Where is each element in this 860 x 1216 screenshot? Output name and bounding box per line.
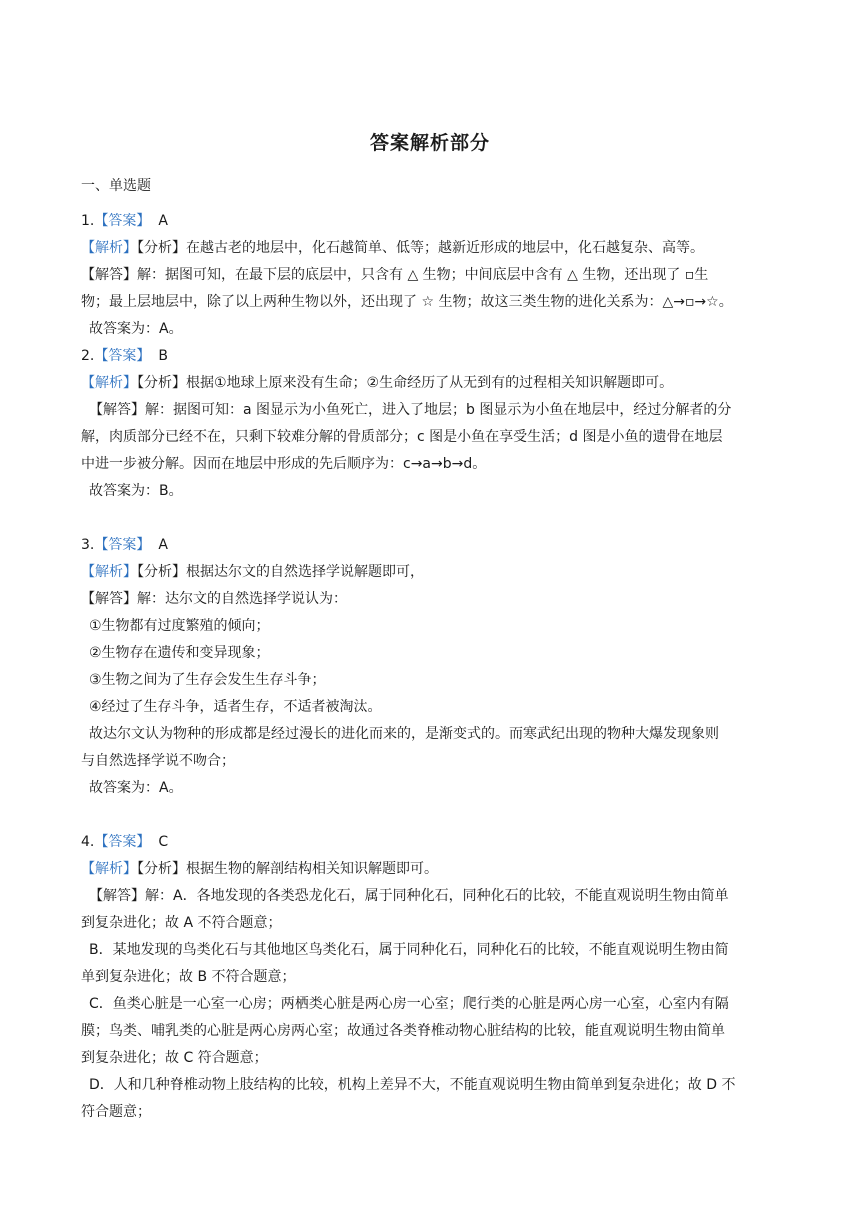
answer-tag: 【答案】 (94, 834, 151, 850)
analysis-tag: 【解析】 (81, 564, 137, 580)
q3-point-3: ③生物之间为了生存会发生生存斗争； (89, 672, 326, 688)
q3-point-2: ②生物存在遗传和变异现象； (89, 645, 270, 661)
q3-analysis-text: 【分析】根据达尔文的自然选择学说解题即可， (137, 564, 424, 580)
q3-conclusion: 故答案为：A。 (89, 780, 183, 796)
page-title: 答案解析部分 (369, 132, 490, 154)
q3-point-1: ①生物都有过度繁殖的倾向； (89, 618, 270, 634)
q1-answer-line (81, 211, 168, 231)
q2-conclusion: 故答案为：B。 (89, 483, 183, 499)
q4-option-c-line-3: 到复杂进化；故 C 符合题意； (81, 1050, 268, 1066)
q1-solution-line-2: 物；最上层地层中，除了以上两种生物以外，还出现了 ☆ 生物；故这三类生物的进化关系为：△→▫→☆。 (81, 294, 733, 310)
q4-option-a-line-2: 到复杂进化；故 A 不符合题意； (81, 915, 282, 931)
analysis-tag: 【解析】 (81, 861, 137, 877)
q4-option-d-line-1: D．人和几种脊椎动物上肢结构的比较，机构上差异不大，不能直观说明生物由简单到复杂进化；故 D 不 (89, 1077, 736, 1093)
q4-option-b-line-1: B．某地发现的鸟类化石与其他地区鸟类化石，属于同种化石，同种化石的比较，不能直观说明生物由简 (89, 942, 729, 958)
q3-analysis-line (81, 562, 424, 582)
q3-number: 3. (81, 537, 95, 553)
q1-answer: A (158, 213, 168, 229)
q4-answer-line (81, 832, 168, 852)
q3-summary-line-1: 故达尔文认为物种的形成都是经过漫长的进化而来的，是渐变式的。而寒武纪出现的物种大爆发现象则 (89, 726, 719, 742)
q4-answer: C (158, 834, 169, 850)
q4-option-b-line-2: 单到复杂进化；故 B 不符合题意； (81, 969, 296, 985)
q2-analysis-text: 【分析】根据①地球上原来没有生命；②生命经历了从无到有的过程相关知识解题即可。 (137, 375, 674, 391)
q1-analysis-line (81, 238, 704, 258)
q4-option-c-line-1: C．鱼类心脏是一心室一心房；两栖类心脏是两心房一心室；爬行类的心脏是两心房一心室，心室内有隔 (89, 996, 729, 1012)
q1-conclusion: 故答案为：A。 (89, 321, 183, 337)
q4-option-c-line-2: 膜；鸟类、哺乳类的心脏是两心房两心室；故通过各类脊椎动物心脏结构的比较，能直观说明生物由简单 (81, 1023, 725, 1039)
section-heading: 一、单选题 (81, 178, 151, 194)
q3-answer: A (158, 537, 168, 553)
answer-tag: 【答案】 (94, 537, 151, 553)
q2-number: 2. (81, 348, 95, 364)
q2-solution-line-2: 解，肉质部分已经不在，只剩下较难分解的骨质部分；c 图是小鱼在享受生活；d 图是小鱼的遗骨在地层 (81, 429, 723, 445)
q4-option-a-line-1: 【解答】解：A．各地发现的各类恐龙化石，属于同种化石，同种化石的比较，不能直观说明生物由简单 (89, 888, 729, 904)
q4-analysis-line (81, 859, 438, 879)
q4-analysis-text: 【分析】根据生物的解剖结构相关知识解题即可。 (137, 861, 438, 877)
q1-number: 1. (81, 213, 95, 229)
q3-summary-line-2: 与自然选择学说不吻合； (81, 753, 235, 769)
q1-analysis-text: 【分析】在越古老的地层中，化石越简单、低等；越新近形成的地层中，化石越复杂、高等。 (137, 240, 704, 256)
answer-tag: 【答案】 (94, 348, 151, 364)
q4-number: 4. (81, 834, 95, 850)
q2-answer: B (158, 348, 168, 364)
q2-analysis-line (81, 373, 673, 393)
answer-tag: 【答案】 (94, 213, 151, 229)
q4-option-d-line-2: 符合题意； (81, 1104, 151, 1120)
analysis-tag: 【解析】 (81, 240, 137, 256)
q2-solution-line-1: 【解答】解：据图可知：a 图显示为小鱼死亡，进入了地层；b 图显示为小鱼在地层中，经过分解者的分 (89, 402, 732, 418)
q3-answer-line (81, 535, 168, 555)
q2-solution-line-3: 中进一步被分解。因而在地层中形成的先后顺序为：c→a→b→d。 (81, 456, 487, 472)
q2-answer-line (81, 346, 168, 366)
q1-solution-line-1: 【解答】解：据图可知，在最下层的底层中，只含有 △ 生物；中间底层中含有 △ 生物，还出现了 ▫生 (81, 267, 709, 283)
analysis-tag: 【解析】 (81, 375, 137, 391)
q3-solution-intro: 【解答】解：达尔文的自然选择学说认为： (81, 591, 347, 607)
q3-point-4: ④经过了生存斗争，适者生存，不适者被淘汰。 (89, 699, 382, 715)
